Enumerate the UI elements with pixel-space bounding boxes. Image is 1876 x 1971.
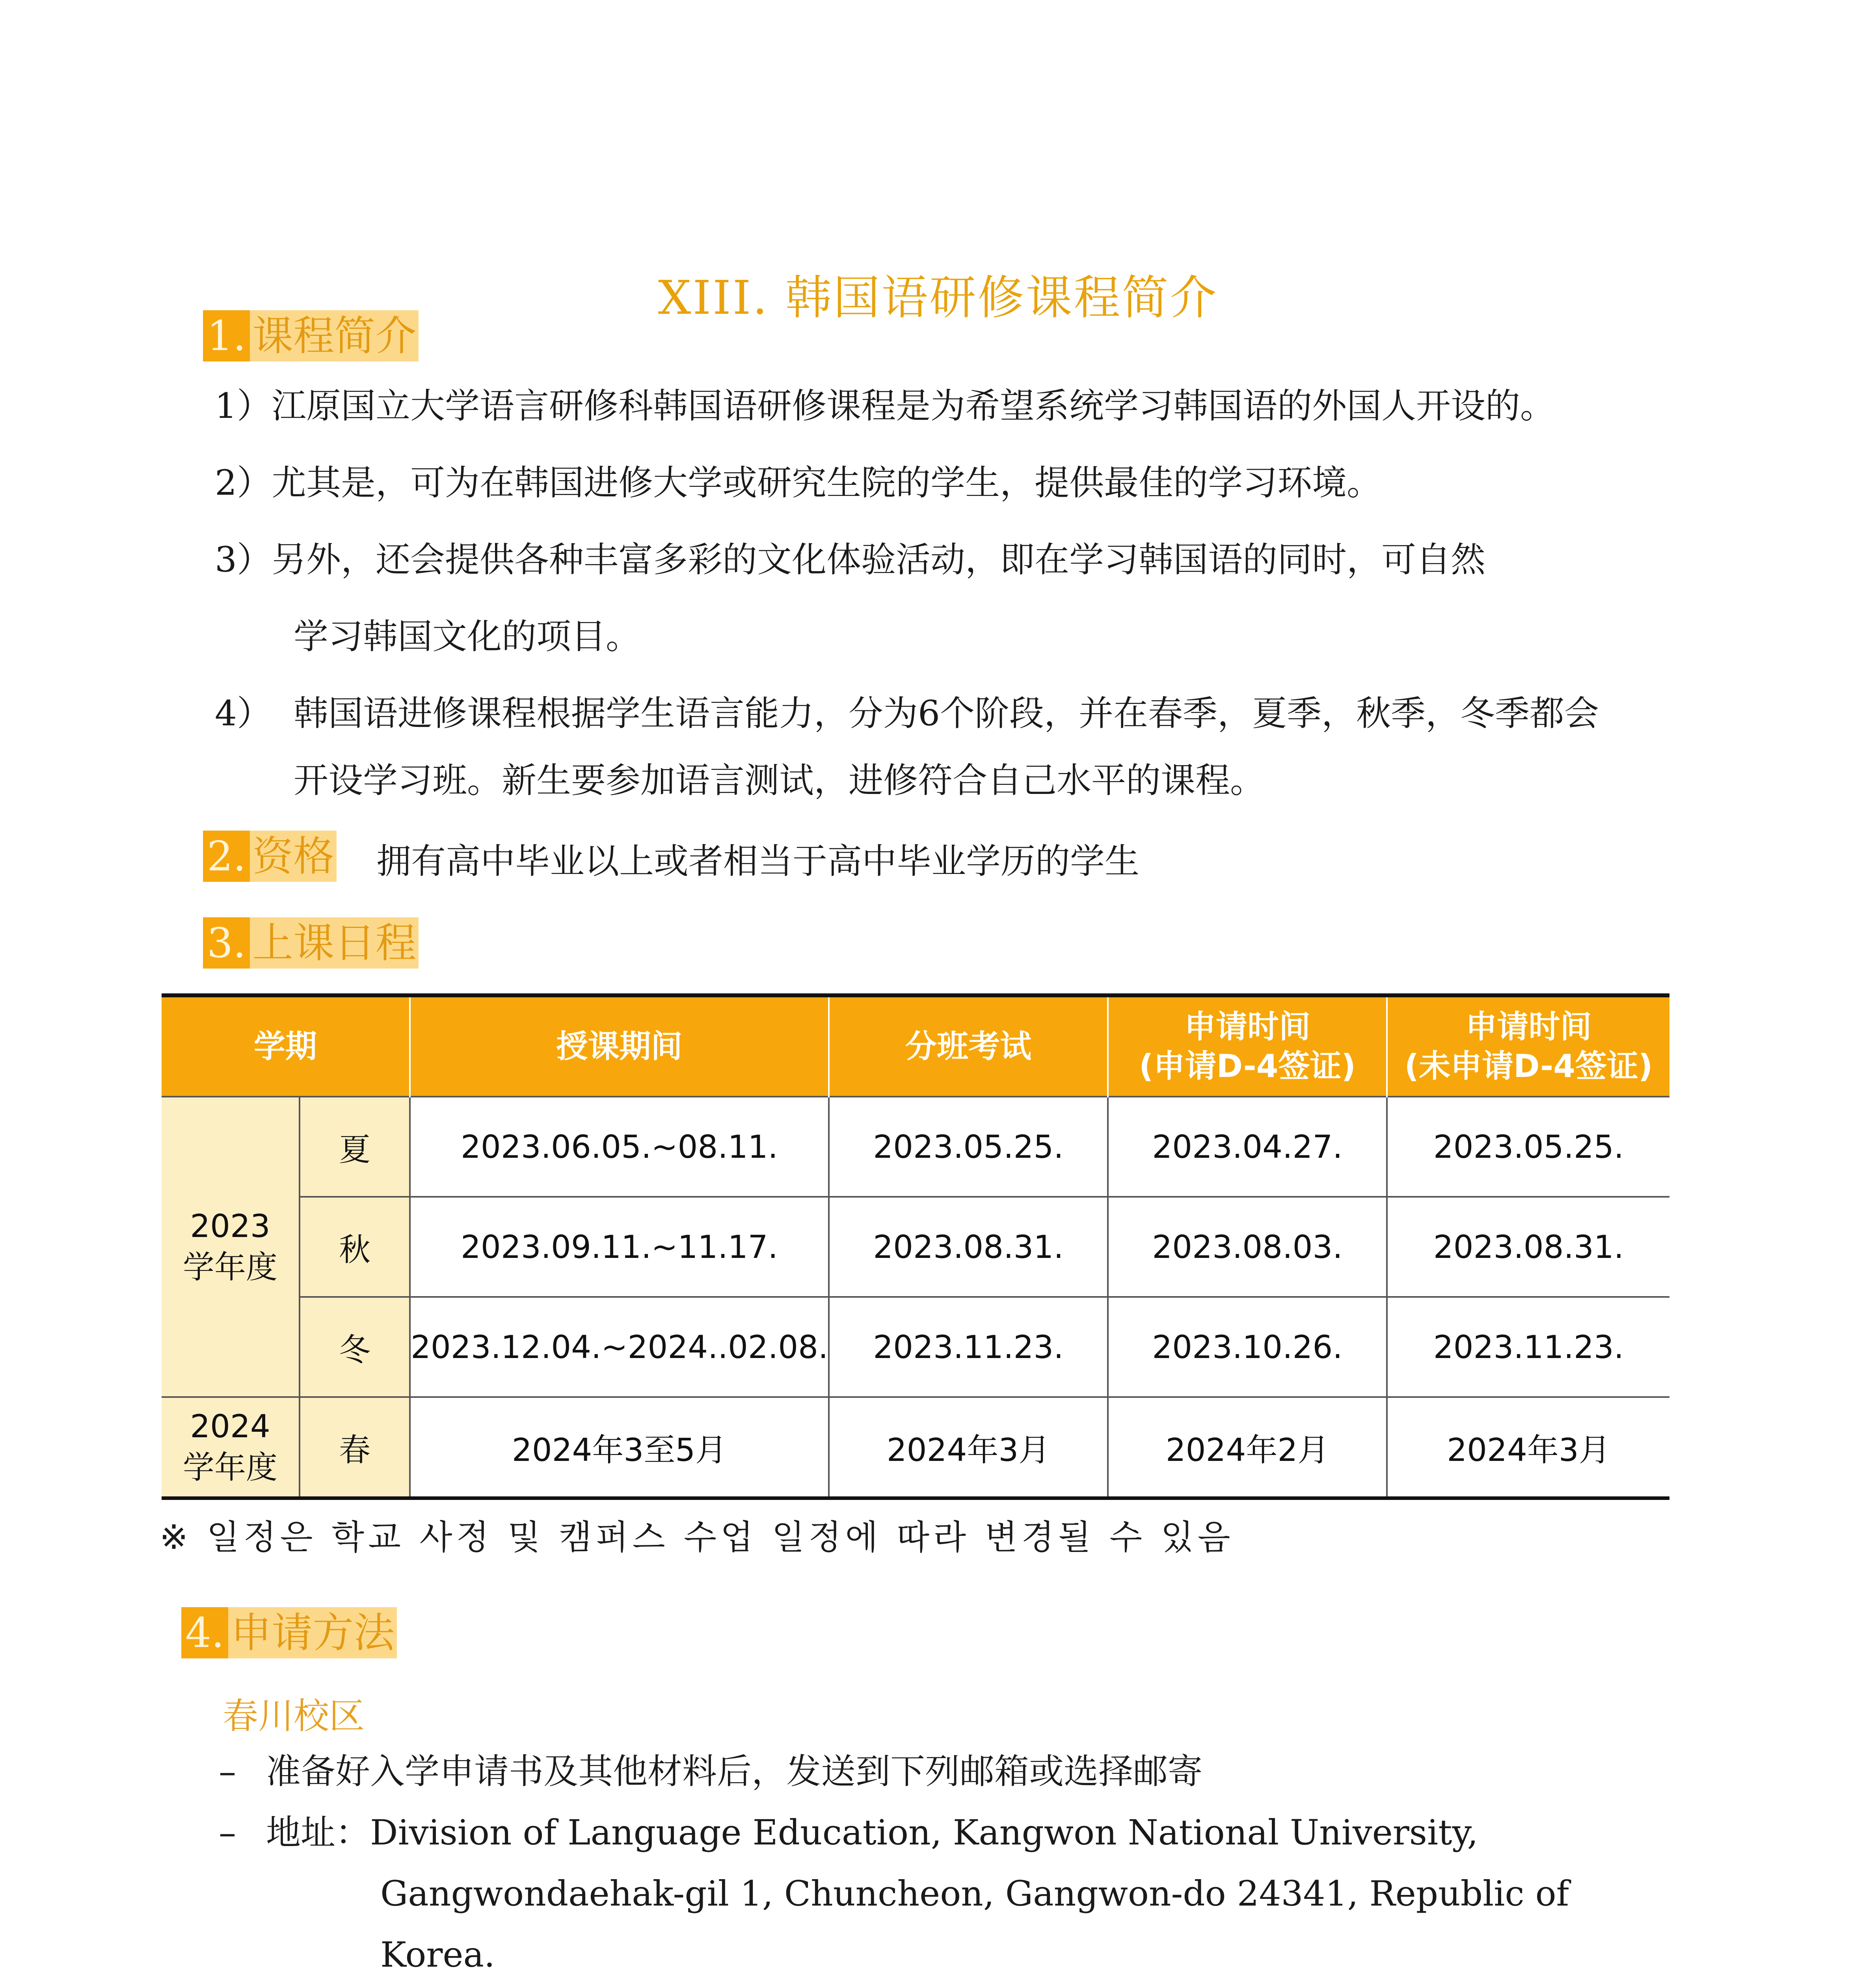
apply-prepare-line <box>219 1751 1203 1792</box>
table-header-row <box>162 995 1669 1097</box>
schedule-note: ※ 일정은 학교 사정 및 캠퍼스 수업 일정에 따라 변경될 수 있음 <box>160 1518 1234 1557</box>
page-title: XIII. 韩国语研修课程简介 <box>658 270 1218 325</box>
section-4-label: 申请方法 <box>228 1607 397 1658</box>
section-3-number: 3. <box>203 917 250 969</box>
schedule-table <box>162 993 1669 1500</box>
year-2024-suffix: 学年度 <box>183 1449 277 1486</box>
apply-d4-cell: 2023.04.27. <box>1108 1097 1387 1197</box>
year-2024-cell <box>162 1397 300 1498</box>
period-cell: 2023.09.11.~11.17. <box>410 1197 829 1297</box>
test-cell: 2023.05.25. <box>829 1097 1108 1197</box>
test-cell: 2023.08.31. <box>829 1197 1108 1297</box>
section-3-heading <box>203 919 419 967</box>
header-apply-d4 <box>1108 995 1387 1097</box>
season-cell: 夏 <box>300 1097 410 1197</box>
season-cell: 秋 <box>300 1197 410 1297</box>
section-1-label: 课程简介 <box>250 310 419 361</box>
bullet-dash: – <box>219 1751 236 1792</box>
address-text-3: Korea. <box>380 1934 495 1971</box>
season-cell: 冬 <box>300 1297 410 1397</box>
apply-no-d4-cell: 2024年3月 <box>1387 1397 1669 1498</box>
year-2024-number: 2024 <box>190 1408 270 1445</box>
intro-paragraph-1: 1）江原国立大学语言研修科韩国语研修课程是为希望系统学习韩国语的外国人开设的。 <box>215 386 1555 426</box>
address-text-2: Gangwondaehak-gil 1, Chuncheon, Gangwon-do 24341, Republic of <box>380 1873 1569 1914</box>
table-row <box>162 1297 1669 1397</box>
header-apply-d4-line-2: (申请D-4签证) <box>1139 1048 1356 1084</box>
section-2-number: 2. <box>203 831 250 882</box>
header-period: 授课期间 <box>410 995 829 1097</box>
intro-paragraph-4-number: 4） <box>215 693 272 734</box>
header-apply-d4-line-1: 申请时间 <box>1184 1008 1310 1045</box>
apply-d4-cell: 2023.10.26. <box>1108 1297 1387 1397</box>
table-row <box>162 1397 1669 1498</box>
apply-no-d4-cell: 2023.11.23. <box>1387 1297 1669 1397</box>
intro-paragraph-3-line-1: 3）另外，还会提供各种丰富多彩的文化体验活动，即在学习韩国语的同时，可自然 <box>215 539 1485 580</box>
section-1-number: 1. <box>203 310 250 361</box>
eligibility-text: 拥有高中毕业以上或者相当于高中毕业学历的学生 <box>376 841 1140 881</box>
apply-d4-cell: 2023.08.03. <box>1108 1197 1387 1297</box>
test-cell: 2023.11.23. <box>829 1297 1108 1397</box>
section-2-label: 资格 <box>250 831 337 882</box>
year-2023-suffix: 学年度 <box>183 1249 277 1285</box>
apply-d4-cell: 2024年2月 <box>1108 1397 1387 1498</box>
section-1-heading <box>203 312 419 360</box>
intro-paragraph-4-line-1: 韩国语进修课程根据学生语言能力，分为6个阶段，并在春季，夏季，秋季，冬季都会 <box>294 693 1599 734</box>
year-2023-number: 2023 <box>190 1208 270 1244</box>
table-row <box>162 1197 1669 1297</box>
address-line-1 <box>219 1812 1478 1853</box>
test-cell: 2024年3月 <box>829 1397 1108 1498</box>
period-cell: 2023.06.05.~08.11. <box>410 1097 829 1197</box>
apply-no-d4-cell: 2023.05.25. <box>1387 1097 1669 1197</box>
header-apply-no-d4-line-1: 申请时间 <box>1465 1008 1592 1045</box>
header-apply-no-d4-line-2: (未申请D-4签证) <box>1404 1048 1653 1084</box>
year-2023-cell <box>162 1097 300 1397</box>
intro-paragraph-4-line-2: 开设学习班。新生要参加语言测试，进修符合自己水平的课程。 <box>294 760 1265 801</box>
address-text-1: Division of Language Education, Kangwon National University, <box>370 1812 1478 1853</box>
apply-prepare-text: 准备好入学申请书及其他材料后，发送到下列邮箱或选择邮寄 <box>266 1751 1203 1792</box>
intro-paragraph-3-line-2: 学习韩国文化的项目。 <box>294 616 641 657</box>
header-apply-no-d4 <box>1387 995 1669 1097</box>
season-cell: 春 <box>300 1397 410 1498</box>
intro-paragraph-2: 2）尤其是，可为在韩国进修大学或研究生院的学生，提供最佳的学习环境。 <box>215 462 1381 503</box>
section-4-heading <box>181 1609 397 1657</box>
header-term: 学期 <box>162 995 410 1097</box>
address-label: 地址： <box>266 1812 370 1853</box>
section-4-number: 4. <box>181 1607 228 1658</box>
apply-no-d4-cell: 2023.08.31. <box>1387 1197 1669 1297</box>
table-row <box>162 1097 1669 1197</box>
campus-label: 春川校区 <box>223 1695 365 1737</box>
section-2-heading <box>203 832 337 880</box>
header-placement-test: 分班考试 <box>829 995 1108 1097</box>
period-cell: 2024年3至5月 <box>410 1397 829 1498</box>
bullet-dash: – <box>219 1812 236 1853</box>
period-cell: 2023.12.04.~2024..02.08. <box>410 1297 829 1397</box>
section-3-label: 上课日程 <box>250 917 419 969</box>
